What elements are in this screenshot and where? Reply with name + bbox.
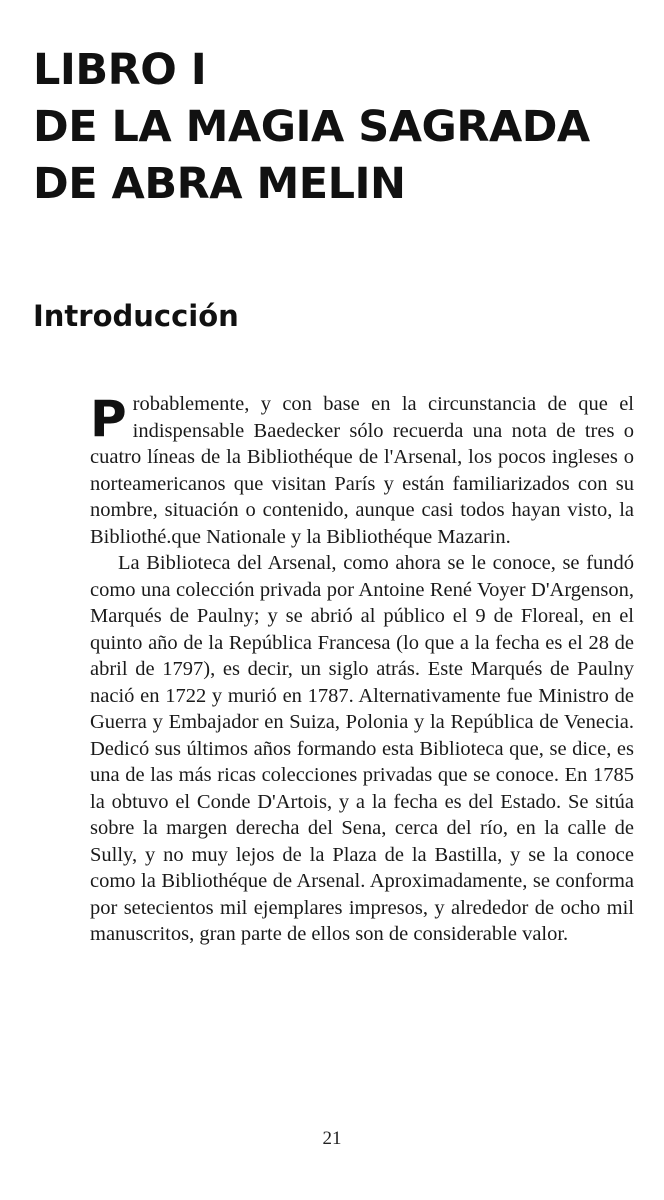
body-text [90, 391, 634, 948]
chapter-title [33, 42, 653, 213]
chapter-title-line: LIBRO I [33, 45, 207, 95]
paragraph [90, 391, 634, 550]
chapter-title-line: DE ABRA MELIN [33, 159, 406, 209]
paragraph-text: robablemente, y con base en la circunstancia de que el indispensable Baedecker sólo recuerda una nota de tres o cuatro líneas de la Bibliothéque de l'Arsenal, los pocos ingleses o norteamericanos que visitan París y están familiarizados con su nombre, situación o contenido, aunque casi todos hayan visto, la Bibliothé.que Nationale y la Bibliothéque Mazarin. [90, 393, 634, 548]
drop-cap: P [90, 390, 127, 448]
section-heading: Introducción [33, 299, 239, 333]
paragraph [90, 550, 634, 948]
paragraph-text: La Biblioteca del Arsenal, como ahora se le conoce, se fundó como una colección privada por Antoine René Voyer D'Argenson, Marqués de Paulny; y se abrió al público el 9 de Floreal, en el quinto año de la República Francesa (lo que a la fecha es el 28 de abril de 1797), es decir, un siglo atrás. Este Marqués de Paulny nació en 1722 y murió en 1787. Alternativamente fue Ministro de Guerra y Embajador en Suiza, Polonia y la República de Venecia. Dedicó sus últimos años formando esta Biblioteca que, se dice, es una de las más ricas colecciones privadas que se conoce. En 1785 la obtuvo el Conde D'Artois, y a la fecha es del Estado. Se sitúa sobre la margen derecha del Sena, cerca del río, en la calle de Sully, y no muy lejos de la Plaza de la Bastilla, y se la conoce como la Bibliothéque de Arsenal. Aproximadamente, se conforma por setecientos mil ejemplares impresos, y alrededor de ocho mil manuscritos, gran parte de ellos son de considerable valor. [90, 552, 634, 945]
chapter-title-line: DE LA MAGIA SAGRADA [33, 102, 590, 152]
page-number: 21 [322, 1128, 342, 1149]
